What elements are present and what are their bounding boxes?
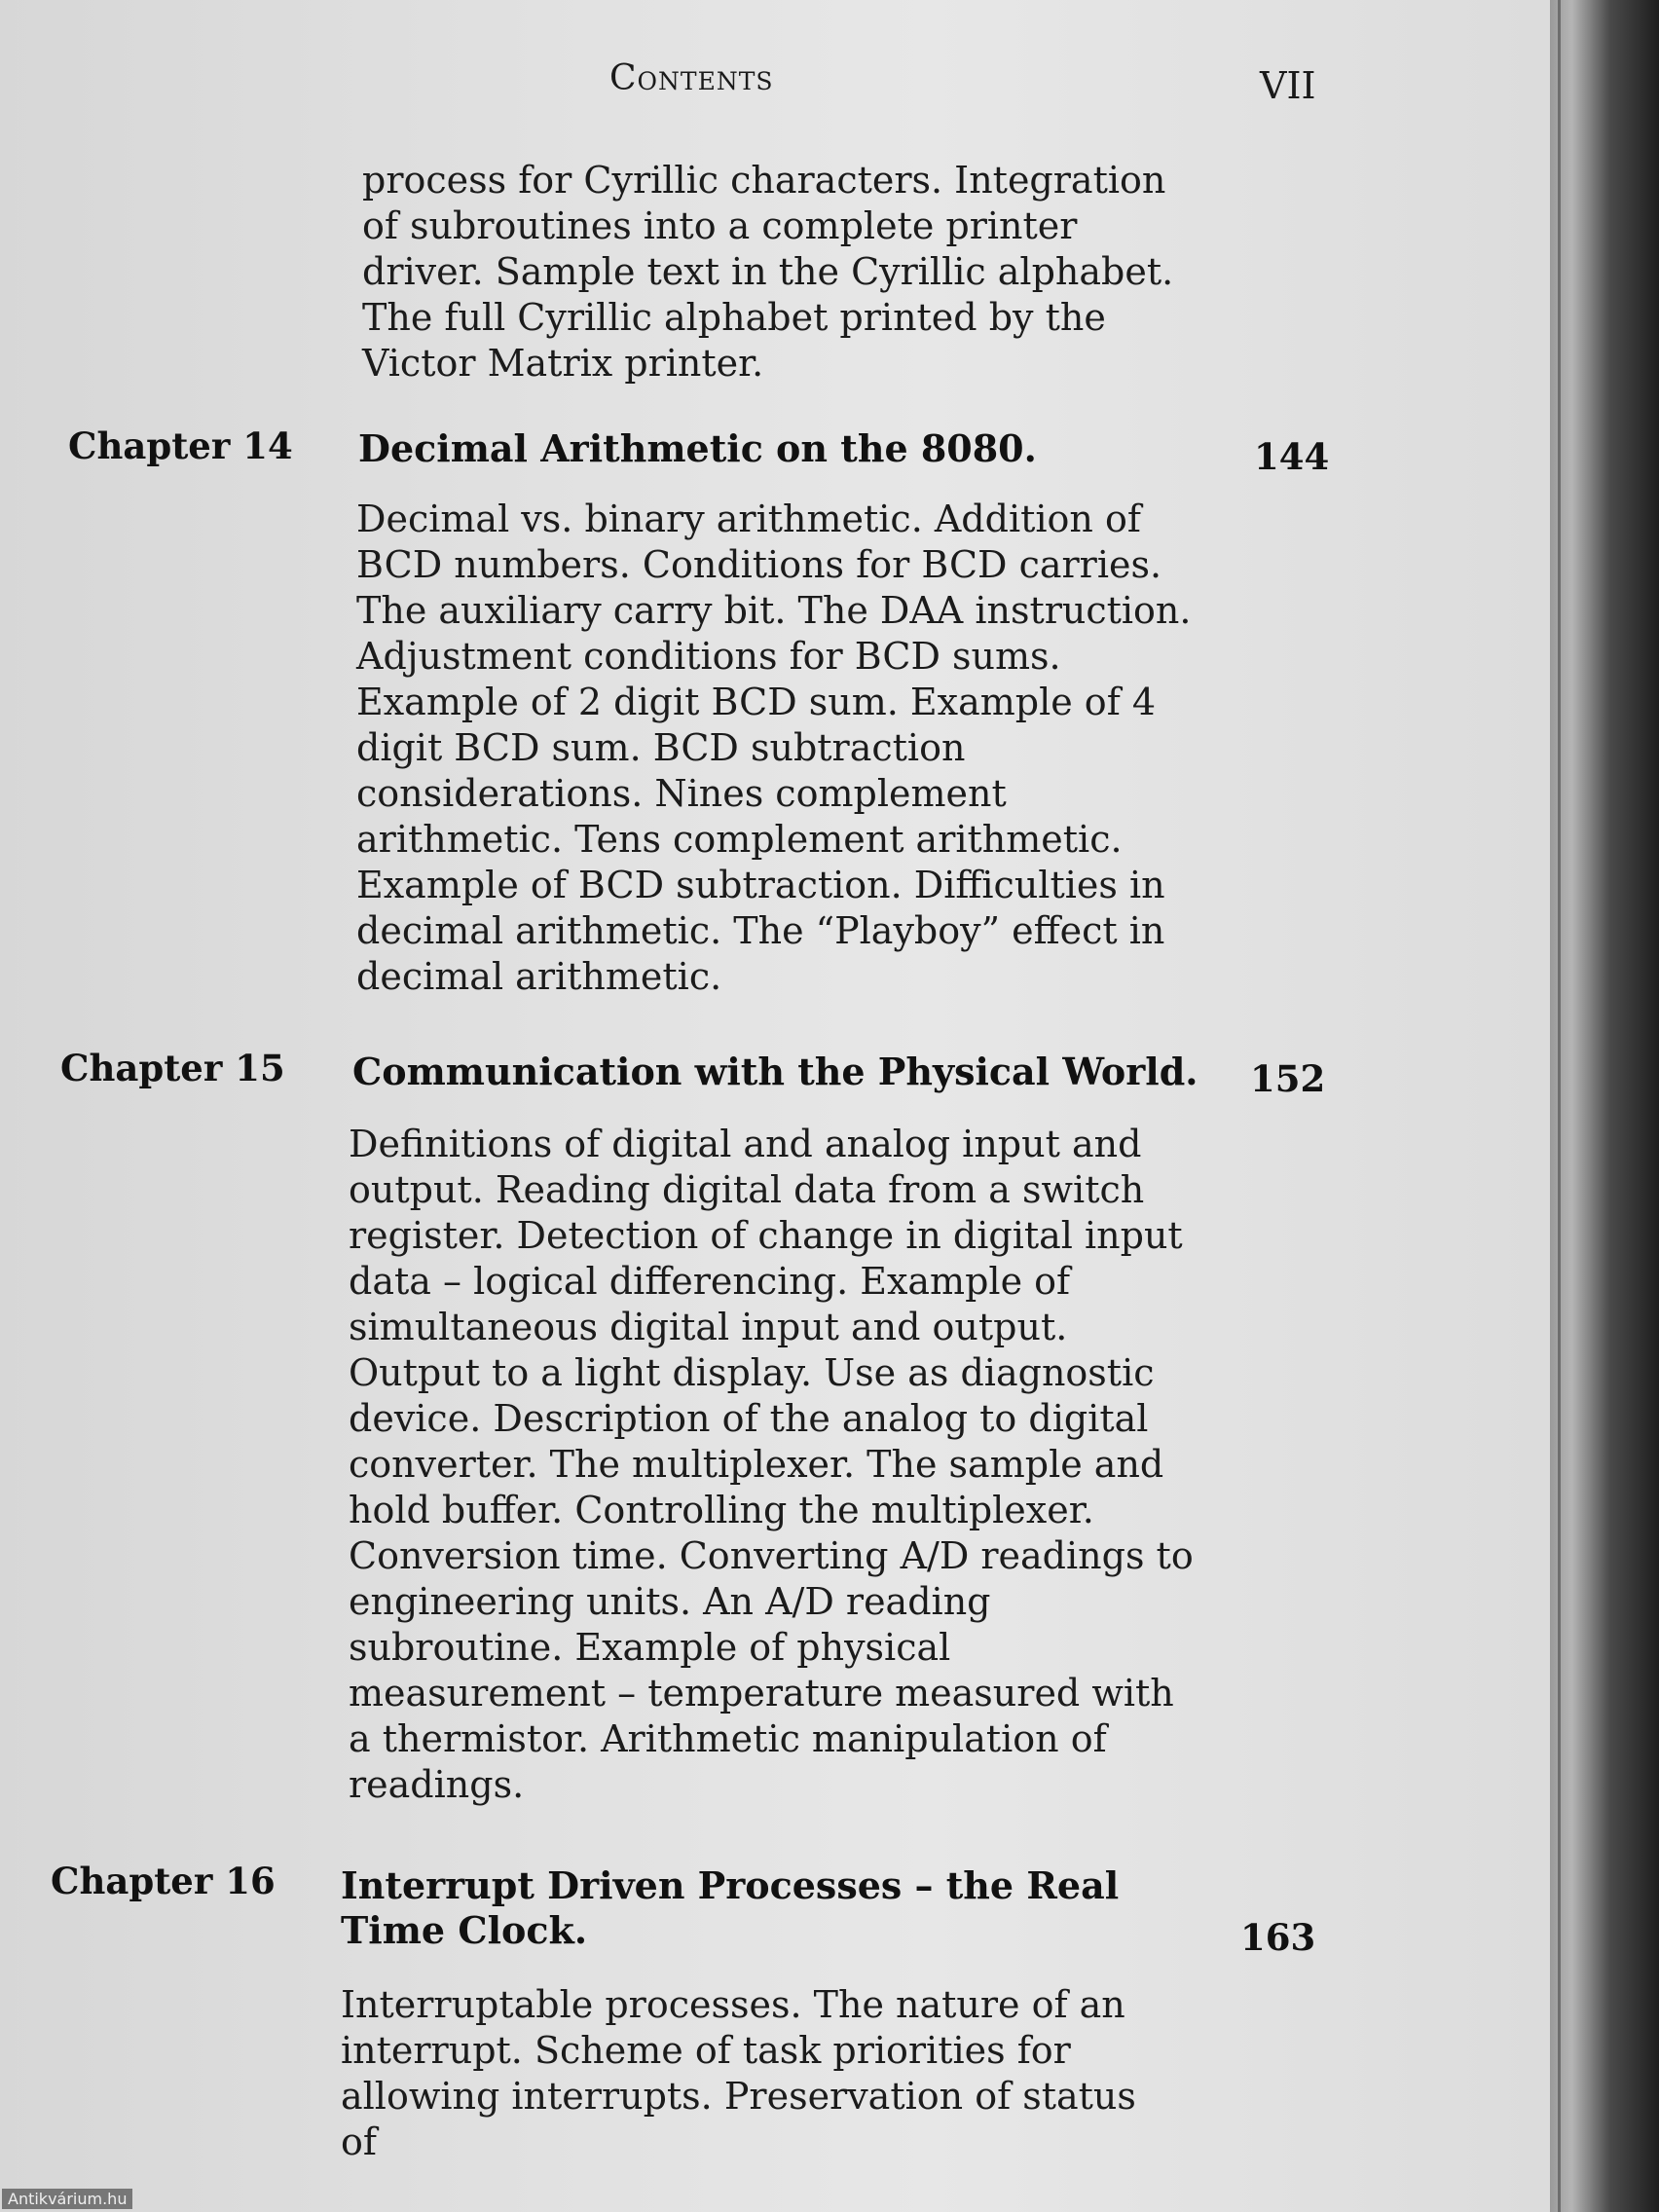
chapter-16-page: 163 <box>1240 1916 1316 1959</box>
chapter-14-label: Chapter 14 <box>68 424 293 467</box>
page-edge-shadow <box>1550 0 1659 2212</box>
chapter-15-page: 152 <box>1250 1057 1326 1100</box>
chapter-14-description: Decimal vs. binary arithmetic. Addition of BCD numbers. Conditions for BCD carries. The auxiliary carry bit. The DAA instruction. Adjustment conditions for BCD sums. Example of 2 digit BCD sum. Example of 4 digit BCD sum. BCD subtraction considerations. Nines complement arithmetic. Tens complement arithmetic. Example of BCD subtraction. Difficulties in decimal arithmetic. The “Playboy” effect in decimal arithmetic. <box>356 498 1192 998</box>
page-edge-line <box>1558 0 1561 2212</box>
chapter-15-description: Definitions of digital and analog input and output. Reading digital data from a switch register. Detection of change in digital input data – logical differencing. Example of simultaneous digital input and output. Output to a light display. Use as diagnostic device. Description of the analog to digital converter. The multiplexer. The sample and hold buffer. Controlling the multiplexer. Conversion time. Converting A/D readings to engineering units. An A/D reading subroutine. Example of physical measurement – temperature measured with a thermistor. Arithmetic manipulation of readings. <box>349 1123 1194 1806</box>
chapter-14-title: Decimal Arithmetic on the 8080. <box>358 426 1037 470</box>
chapter-16-description: Interruptable processes. The nature of an interrupt. Scheme of task priorities for allowing interrupts. Preservation of status of <box>341 1983 1136 2163</box>
chapter-16-label: Chapter 16 <box>51 1860 276 1902</box>
chapter-14-page: 144 <box>1254 435 1330 478</box>
continuation-description: process for Cyrillic characters. Integration of subroutines into a complete printer driver. Sample text in the Cyrillic alphabet. The full Cyrillic alphabet printed by the Victor Matrix printer. <box>362 159 1174 385</box>
chapter-15-title: Communication with the Physical World. <box>352 1050 1198 1093</box>
watermark: Antikvárium.hu <box>2 2189 132 2209</box>
running-header-title: Contents <box>609 58 774 98</box>
page-number: VII <box>1260 64 1316 107</box>
chapter-15-label: Chapter 15 <box>60 1047 285 1089</box>
chapter-16-title: Interrupt Driven Processes – the Real Time Clock. <box>341 1863 1120 1952</box>
